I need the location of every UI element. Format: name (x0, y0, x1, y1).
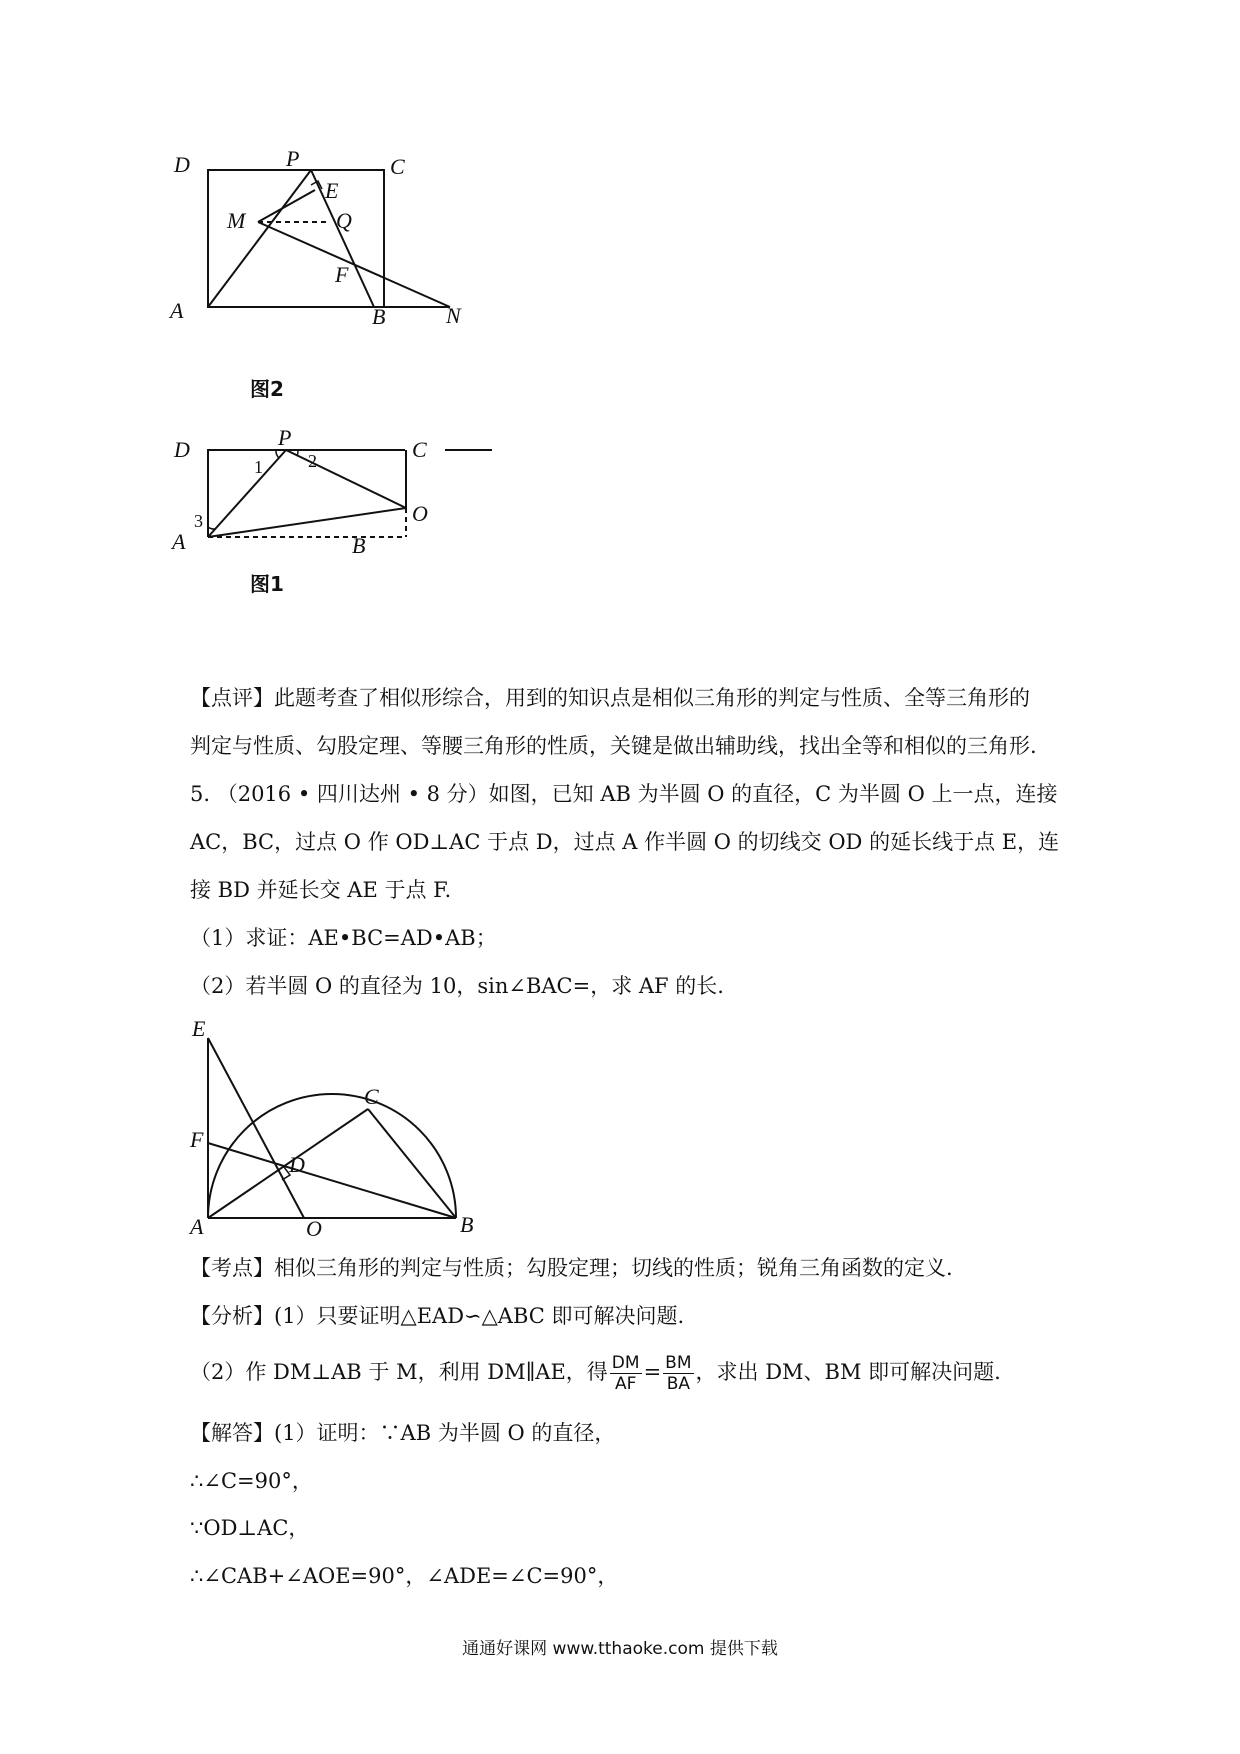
semicircle-diagram (180, 1010, 480, 1250)
question-5-part-2: （2）若半圆 O 的直径为 10，sin∠BAC=，求 AF 的长. (190, 974, 724, 998)
figure-1-diagram (172, 425, 440, 590)
label-C: C (412, 437, 427, 462)
angle-1-arc (276, 450, 279, 458)
segment-ME (258, 190, 315, 222)
page-footer: 通通好课网 www.tthaoke.com 提供下载 (462, 1639, 778, 1659)
label-angle-3: 3 (194, 511, 203, 531)
figure-semicircle (180, 1010, 480, 1250)
label-A: A (172, 529, 186, 554)
label-C: C (364, 1084, 379, 1109)
fraction-bm-ba (663, 1353, 693, 1394)
fenxi-2-prefix: （2）作 DM⊥AB 于 M，利用 DM∥AE，得 (190, 1360, 608, 1384)
fraction-denominator: AF (614, 1374, 637, 1394)
label-B: B (460, 1212, 474, 1237)
segment-MN (258, 222, 450, 307)
fraction-numerator: DM (611, 1353, 640, 1373)
label-P: P (286, 146, 300, 171)
label-O: O (412, 501, 428, 526)
label-Q: Q (336, 208, 352, 233)
right-angle-mark (311, 181, 322, 189)
step-3: ∴∠CAB+∠AOE=90°，∠ADE=∠C=90°， (190, 1564, 619, 1588)
question-5-part-1: （1）求证：AE•BC=AD•AB； (190, 926, 497, 950)
segment-AP (208, 450, 286, 537)
fenxi-line-1: 【分析】(1）只要证明△EAD∽△ABC 即可解决问题. (190, 1304, 685, 1328)
question-5-line-1: 5. （2016 • 四川达州 • 8 分）如图，已知 AB 为半圆 O 的直径，C 为半圆 O 上一点，连接 (190, 782, 1058, 806)
segment-FB (208, 1143, 456, 1218)
label-A: A (170, 298, 184, 323)
label-D: D (289, 1152, 305, 1177)
label-E: E (325, 178, 339, 203)
label-B: B (372, 304, 386, 329)
label-angle-1: 1 (254, 457, 263, 477)
figure-2-diagram (170, 146, 500, 390)
segment-PO (286, 450, 406, 508)
kaodian-line: 【考点】相似三角形的判定与性质；勾股定理；切线的性质；锐角三角函数的定义. (190, 1256, 953, 1280)
figure-1 (172, 425, 440, 596)
label-F: F (190, 1127, 204, 1152)
label-N: N (446, 303, 461, 328)
semicircle-arc (208, 1094, 456, 1218)
fenxi-2-suffix: ，求出 DM、BM 即可解决问题. (695, 1360, 1001, 1384)
fraction-numerator: BM (665, 1353, 692, 1373)
fraction-dm-af (610, 1353, 642, 1394)
label-D: D (174, 152, 190, 177)
equals-sign: = (643, 1360, 662, 1384)
label-D: D (174, 437, 190, 462)
segment-AC (208, 1109, 368, 1218)
label-P: P (278, 425, 292, 450)
question-5-line-2: AC，BC，过点 O 作 OD⊥AC 于点 D，过点 A 作半圆 O 的切线交 OD 的延长线于点 E，连 (190, 830, 1060, 854)
fenxi-line-2 (190, 1346, 1001, 1398)
angle-3-arc (208, 527, 215, 529)
fraction-denominator: BA (666, 1374, 690, 1394)
rect-side-AD-DC (208, 450, 492, 537)
review-line-1: 【点评】此题考查了相似形综合，用到的知识点是相似三角形的判定与性质、全等三角形的 (190, 686, 1030, 710)
figure-1-caption: 图1 (250, 572, 284, 596)
label-M: M (227, 208, 246, 233)
figure-2 (170, 146, 500, 401)
figure-2-caption: 图2 (250, 377, 284, 401)
label-F: F (335, 262, 349, 287)
step-1: ∴∠C=90°， (190, 1469, 313, 1493)
label-A: A (190, 1214, 204, 1239)
label-O: O (306, 1216, 322, 1241)
label-B: B (352, 533, 366, 558)
segment-AO (208, 508, 406, 537)
label-E: E (192, 1016, 206, 1041)
label-C: C (390, 154, 405, 179)
question-5-line-3: 接 BD 并延长交 AE 于点 F. (190, 878, 452, 902)
review-line-2: 判定与性质、勾股定理、等腰三角形的性质，关键是做出辅助线，找出全等和相似的三角形. (190, 734, 1037, 758)
segment-EO (208, 1038, 304, 1218)
jieda-line: 【解答】(1）证明：∵AB 为半圆 O 的直径， (190, 1421, 616, 1445)
step-2: ∵OD⊥AC， (190, 1516, 310, 1540)
label-angle-2: 2 (308, 451, 317, 471)
